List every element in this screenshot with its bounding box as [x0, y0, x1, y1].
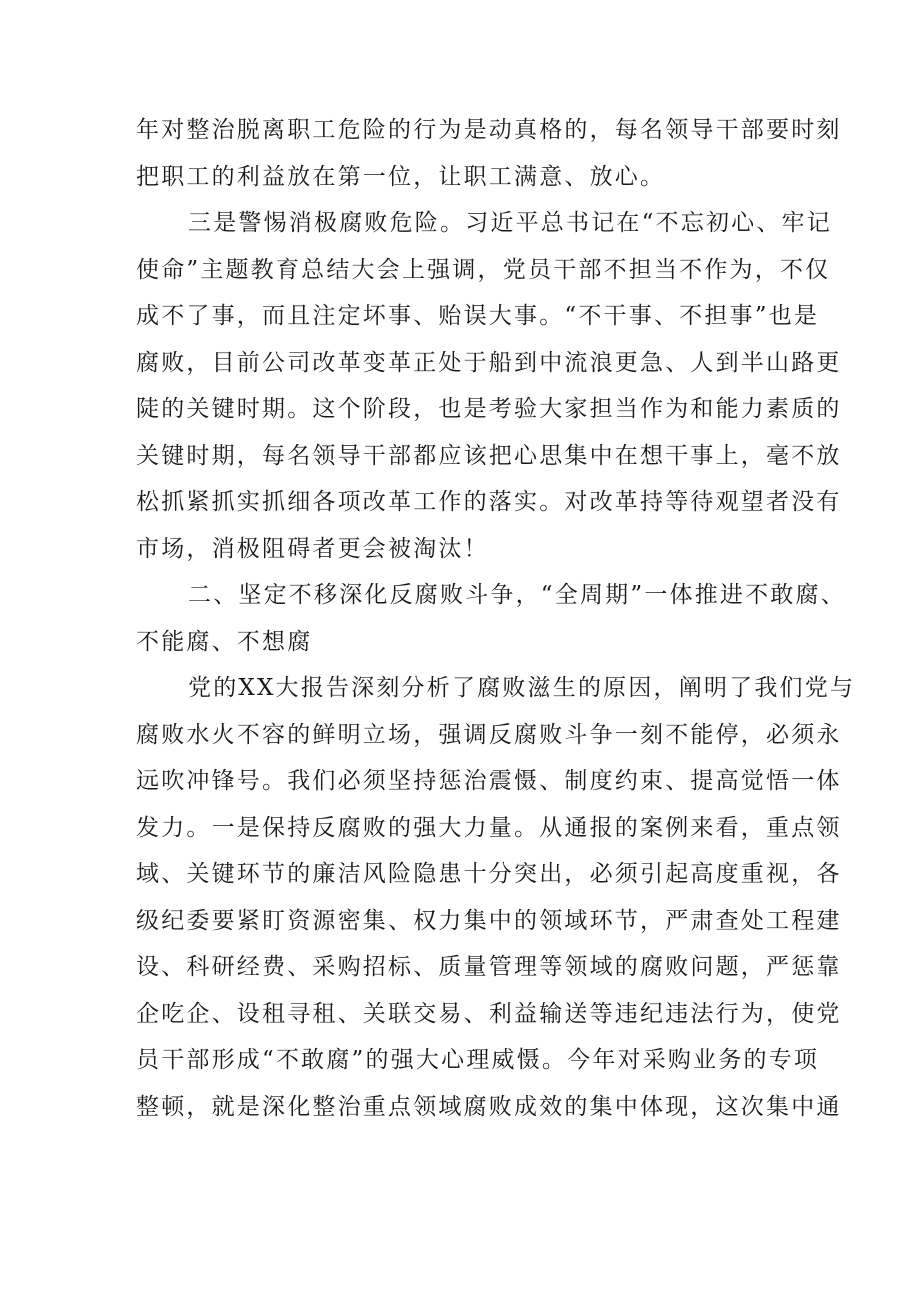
text-line: 域、关键环节的廉洁风险隐患十分突出，必须引起高度重视，各	[136, 861, 842, 887]
body-text	[136, 107, 856, 1130]
text-line: 关键时期，每名领导干部都应该把心思集中在想干事上，毫不放	[136, 442, 842, 469]
text-line: 成不了事，而且注定坏事、贻误大事。“不干事、不担事”也是	[136, 303, 820, 329]
text-line: 设、科研经费、采购招标、质量管理等领域的腐败问题，严惩靠	[136, 954, 842, 980]
text-line: 员干部形成“不敢腐”的强大心理威慑。今年对采购业务的专项	[136, 1047, 820, 1073]
text-line: 发力。一是保持反腐败的强大力量。从通报的案例来看，重点领	[136, 814, 842, 841]
text-line: 企吃企、设租寻租、关联交易、利益输送等违纪违法行为，使党	[136, 1000, 842, 1027]
text-line: 腐败，目前公司改革变革正处于船到中流浪更急、人到半山路更	[136, 349, 842, 376]
text-line: 陡的关键时期。这个阶段，也是考验大家担当作为和能力素质的	[136, 396, 842, 422]
paragraph-first-line: 二、坚定不移深化反腐败斗争，“全周期”一体推进不敢腐、	[188, 582, 846, 608]
text-line: 把职工的利益放在第一位，让职工满意、放心。	[136, 163, 666, 190]
paragraph-first-line: 党的XX大报告深刻分析了腐败滋生的原因，阐明了我们党与	[188, 675, 856, 701]
text-line: 整顿，就是深化整治重点领域腐败成效的集中体现，这次集中通	[136, 1093, 842, 1120]
text-line: 年对整治脱离职工危险的行为是动真格的，每名领导干部要时刻	[136, 117, 842, 143]
text-line: 使命”主题教育总结大会上强调，党员干部不担当不作为，不仅	[136, 256, 831, 283]
text-line: 松抓紧抓实抓细各项改革工作的落实。对改革持等待观望者没有	[136, 489, 842, 515]
text-line: 腐败水火不容的鲜明立场，强调反腐败斗争一刻不能停，必须永	[136, 721, 842, 748]
text-line: 不能腐、不想腐	[136, 628, 313, 655]
text-line: 级纪委要紧盯资源密集、权力集中的领域环节，严肃查处工程建	[136, 907, 842, 934]
paragraph-first-line: 三是警惕消极腐败危险。习近平总书记在“不忘初心、牢记	[188, 210, 832, 236]
text-line: 市场，消极阻碍者更会被淘汰！	[136, 535, 489, 562]
text-line: 远吹冲锋号。我们必须坚持惩治震慑、制度约束、提高觉悟一体	[136, 768, 842, 794]
